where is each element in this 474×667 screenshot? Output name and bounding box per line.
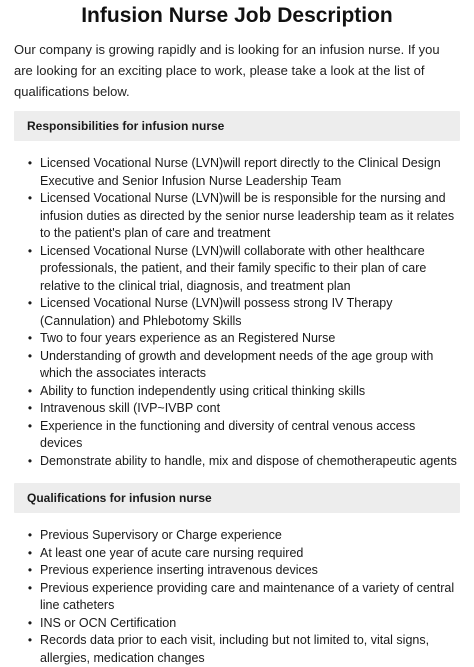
qualification-item-text: INS or OCN Certification xyxy=(40,615,177,630)
responsibility-item-text: Intravenous skill (IVP~IVBP cont xyxy=(40,401,221,415)
bullet-icon: • xyxy=(27,243,33,258)
bullet-icon: • xyxy=(27,401,33,415)
responsibility-item-text: Understanding of growth and development needs of the age group with which the associates interacts xyxy=(40,348,434,380)
responsibility-item-text: Demonstrate ability to handle, mix and dispose of chemotherapeutic agents xyxy=(40,453,457,468)
responsibility-item xyxy=(27,348,460,383)
qualification-item xyxy=(27,632,460,667)
bullet-icon: • xyxy=(27,418,33,433)
qualification-item-text: Previous experience inserting intravenous devices xyxy=(40,563,318,577)
responsibility-item-text: Licensed Vocational Nurse (LVN)will report directly to the Clinical Design Executive and Senior Infusion Nurse Leadership Team xyxy=(40,156,441,188)
responsibility-item xyxy=(27,295,460,330)
bullet-icon: • xyxy=(27,296,33,310)
qualifications-list xyxy=(14,527,460,667)
qualification-item-text: Previous experience providing care and maintenance of a variety of central line catheters xyxy=(40,580,455,612)
responsibility-item xyxy=(27,418,460,453)
bullet-icon: • xyxy=(27,563,33,577)
responsibility-item xyxy=(27,155,460,190)
responsibility-item-text: Two to four years experience as an Registered Nurse xyxy=(40,331,336,345)
responsibility-item xyxy=(27,383,460,401)
qualification-item-text: Records data prior to each visit, including but not limited to, vital signs, allergies, medication changes xyxy=(40,633,430,665)
bullet-icon: • xyxy=(27,383,33,398)
responsibility-item xyxy=(27,243,460,296)
qualification-item xyxy=(27,615,460,633)
responsibility-item xyxy=(27,453,460,471)
responsibility-item xyxy=(27,190,460,243)
responsibilities-list xyxy=(14,155,460,470)
responsibility-item-text: Experience in the functioning and diversity of central venous access devices xyxy=(40,418,416,450)
qualification-item-text: Previous Supervisory or Charge experience xyxy=(40,528,282,542)
bullet-icon: • xyxy=(27,331,33,345)
bullet-icon: • xyxy=(27,348,33,363)
bullet-icon: • xyxy=(27,580,33,595)
responsibility-item-text: Licensed Vocational Nurse (LVN)will collaborate with other healthcare professionals, the patient, and their family specific to their plan of care relative to the clinical trial, diagnosis, and treatment plan xyxy=(40,243,427,293)
page-title: Infusion Nurse Job Description xyxy=(81,4,393,27)
bullet-icon: • xyxy=(27,615,33,630)
qualification-item-text: At least one year of acute care nursing required xyxy=(40,545,304,560)
bullet-icon: • xyxy=(27,528,33,542)
responsibility-item xyxy=(27,330,460,348)
qualifications-heading: Qualifications for infusion nurse xyxy=(14,483,460,513)
bullet-icon: • xyxy=(27,191,33,205)
responsibility-item-text: Ability to function independently using critical thinking skills xyxy=(40,383,366,398)
qualification-item xyxy=(27,562,460,580)
bullet-icon: • xyxy=(27,633,33,647)
responsibility-item-text: Licensed Vocational Nurse (LVN)will possess strong IV Therapy (Cannulation) and Phlebotomy Skills xyxy=(40,296,393,328)
qualification-item xyxy=(27,580,460,615)
responsibilities-heading: Responsibilities for infusion nurse xyxy=(14,111,460,141)
responsibility-item xyxy=(27,400,460,418)
qualification-item xyxy=(27,545,460,563)
qualification-item xyxy=(27,527,460,545)
intro-paragraph: Our company is growing rapidly and is looking for an infusion nurse. If you are looking for an exciting place to work, please take a look at the list of qualifications below. xyxy=(14,42,440,99)
responsibility-item-text: Licensed Vocational Nurse (LVN)will be is responsible for the nursing and infusion duties as directed by the senior nurse leadership team as it relates to the patient's plan of care and treatment xyxy=(40,191,455,240)
bullet-icon: • xyxy=(27,453,33,468)
bullet-icon: • xyxy=(27,156,33,170)
bullet-icon: • xyxy=(27,545,33,560)
